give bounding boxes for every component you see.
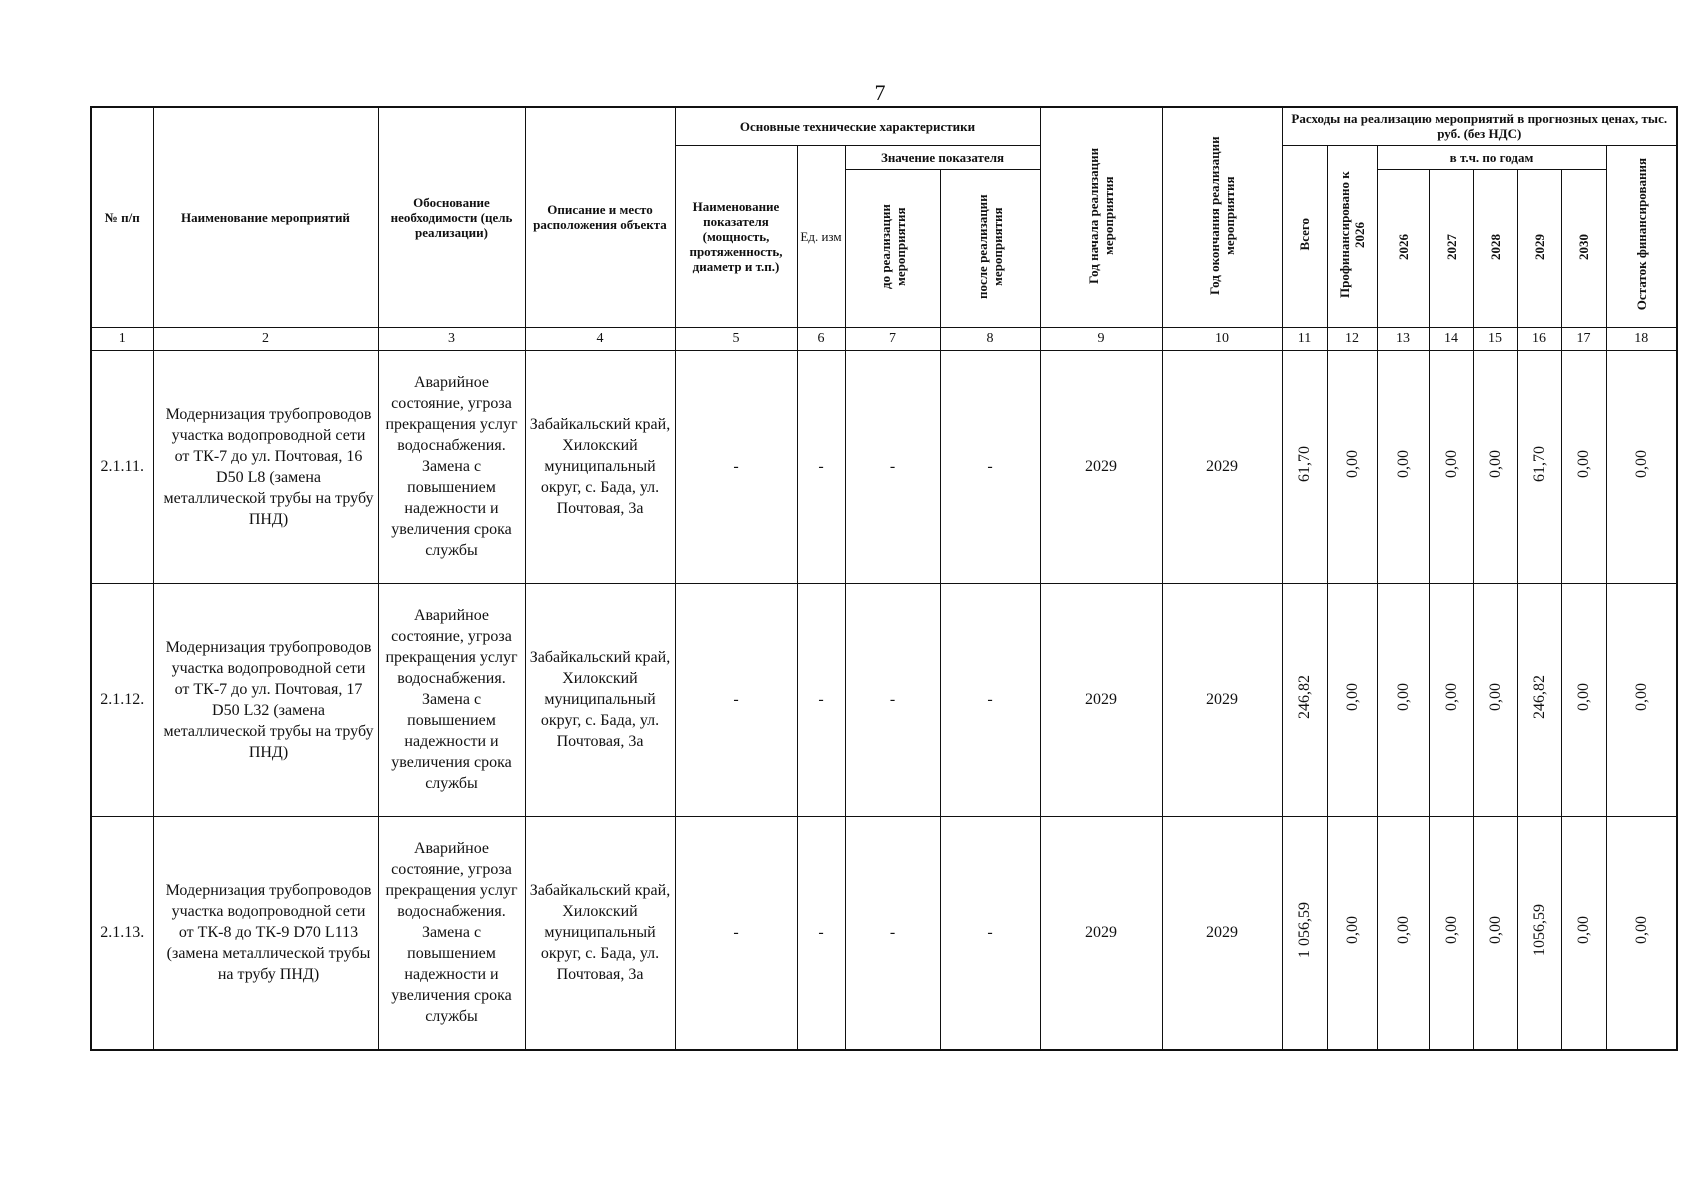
cell-description: Забайкальский край, Хилокский муниципальный округ, с. Бада, ул. Почтовая, 3а (525, 583, 675, 816)
column-number: 1 (91, 327, 153, 350)
table-row (91, 816, 1677, 1050)
cell-name: Модернизация трубопроводов участка водопроводной сети от ТК-8 до ТК-9 D70 L113 (замена металлической трубы на трубу ПНД) (153, 816, 378, 1050)
column-number: 5 (675, 327, 797, 350)
cell-year-2030: 0,00 (1561, 816, 1606, 1050)
header-year-2028: 2028 (1473, 169, 1517, 327)
cell-year-2030: 0,00 (1561, 583, 1606, 816)
cell-prefinanced: 0,00 (1327, 350, 1377, 583)
header-prefinanced: Профинансировано к 2026 (1327, 145, 1377, 327)
cell-remainder: 0,00 (1606, 816, 1677, 1050)
header-year-end: Год окончания реализации мероприятия (1162, 107, 1282, 327)
cell-description: Забайкальский край, Хилокский муниципальный округ, с. Бада, ул. Почтовая, 3а (525, 816, 675, 1050)
cell-year-2026: 0,00 (1377, 583, 1429, 816)
column-number: 14 (1429, 327, 1473, 350)
cell-prefinanced: 0,00 (1327, 583, 1377, 816)
cell-year-end: 2029 (1162, 350, 1282, 583)
cell-prefinanced: 0,00 (1327, 816, 1377, 1050)
cell-year-start: 2029 (1040, 583, 1162, 816)
cell-year-2030: 0,00 (1561, 350, 1606, 583)
header-year-2027: 2027 (1429, 169, 1473, 327)
cell-description: Забайкальский край, Хилокский муниципальный округ, с. Бада, ул. Почтовая, 3а (525, 350, 675, 583)
cell-year-2029: 246,82 (1517, 583, 1561, 816)
cell-year-end: 2029 (1162, 583, 1282, 816)
cell-year-2028: 0,00 (1473, 816, 1517, 1050)
header-year-2029: 2029 (1517, 169, 1561, 327)
table-body (91, 350, 1677, 1050)
cell-after: - (940, 816, 1040, 1050)
cell-year-2028: 0,00 (1473, 583, 1517, 816)
cell-num: 2.1.12. (91, 583, 153, 816)
cell-indicator-name: - (675, 816, 797, 1050)
header-costs-group: Расходы на реализацию мероприятий в прогнозных ценах, тыс. руб. (без НДС) (1282, 107, 1677, 145)
header-before: до реализации мероприятия (845, 169, 940, 327)
cell-year-2029: 1056,59 (1517, 816, 1561, 1050)
header-num: № п/п (91, 107, 153, 327)
header-justification: Обоснование необходимости (цель реализации) (378, 107, 525, 327)
header-year-2026: 2026 (1377, 169, 1429, 327)
header-total: Всего (1282, 145, 1327, 327)
header-tech-group: Основные технические характеристики (675, 107, 1040, 145)
cell-before: - (845, 816, 940, 1050)
header-remainder: Остаток финансирования (1606, 145, 1677, 327)
cell-total: 1 056,59 (1282, 816, 1327, 1050)
cell-justification: Аварийное состояние, угроза прекращения услуг водоснабжения. Замена с повышением надежности и увеличения срока службы (378, 816, 525, 1050)
header-name: Наименование мероприятий (153, 107, 378, 327)
cell-year-2027: 0,00 (1429, 350, 1473, 583)
column-number: 4 (525, 327, 675, 350)
column-number: 18 (1606, 327, 1677, 350)
column-number: 13 (1377, 327, 1429, 350)
cell-year-start: 2029 (1040, 350, 1162, 583)
header-year-2030: 2030 (1561, 169, 1606, 327)
cell-name: Модернизация трубопроводов участка водопроводной сети от ТК-7 до ул. Почтовая, 16 D50 L8 (замена металлической трубы на трубу ПНД) (153, 350, 378, 583)
cell-year-2028: 0,00 (1473, 350, 1517, 583)
cell-total: 246,82 (1282, 583, 1327, 816)
cell-num: 2.1.11. (91, 350, 153, 583)
cell-year-2027: 0,00 (1429, 583, 1473, 816)
cell-year-end: 2029 (1162, 816, 1282, 1050)
column-number: 8 (940, 327, 1040, 350)
cell-remainder: 0,00 (1606, 583, 1677, 816)
column-number: 15 (1473, 327, 1517, 350)
column-number: 10 (1162, 327, 1282, 350)
cell-justification: Аварийное состояние, угроза прекращения услуг водоснабжения. Замена с повышением надежности и увеличения срока службы (378, 350, 525, 583)
column-number: 16 (1517, 327, 1561, 350)
cell-unit: - (797, 816, 845, 1050)
cell-justification: Аварийное состояние, угроза прекращения услуг водоснабжения. Замена с повышением надежности и увеличения срока службы (378, 583, 525, 816)
cell-indicator-name: - (675, 583, 797, 816)
cell-year-start: 2029 (1040, 816, 1162, 1050)
cell-year-2029: 61,70 (1517, 350, 1561, 583)
column-number: 17 (1561, 327, 1606, 350)
column-number: 7 (845, 327, 940, 350)
column-number: 3 (378, 327, 525, 350)
header-after: после реализации мероприятия (940, 169, 1040, 327)
cell-name: Модернизация трубопроводов участка водопроводной сети от ТК-7 до ул. Почтовая, 17 D50 L32 (замена металлической трубы на трубу ПНД) (153, 583, 378, 816)
cell-before: - (845, 350, 940, 583)
column-number: 9 (1040, 327, 1162, 350)
header-description: Описание и место расположения объекта (525, 107, 675, 327)
cell-indicator-name: - (675, 350, 797, 583)
column-number: 2 (153, 327, 378, 350)
page-number: 7 (874, 80, 886, 105)
cell-after: - (940, 350, 1040, 583)
cell-unit: - (797, 583, 845, 816)
investment-measures-table (90, 106, 1678, 1051)
header-indicator-value-group: Значение показателя (845, 145, 1040, 169)
cell-year-2026: 0,00 (1377, 816, 1429, 1050)
cell-year-2026: 0,00 (1377, 350, 1429, 583)
column-number: 12 (1327, 327, 1377, 350)
cell-after: - (940, 583, 1040, 816)
column-number: 11 (1282, 327, 1327, 350)
cell-unit: - (797, 350, 845, 583)
table-row (91, 350, 1677, 583)
header-year-start: Год начала реализации мероприятия (1040, 107, 1162, 327)
column-number: 6 (797, 327, 845, 350)
cell-year-2027: 0,00 (1429, 816, 1473, 1050)
column-numbers-row (91, 327, 1677, 350)
header-by-years-group: в т.ч. по годам (1377, 145, 1606, 169)
table-row (91, 583, 1677, 816)
cell-num: 2.1.13. (91, 816, 153, 1050)
header-unit: Ед. изм (797, 145, 845, 327)
cell-total: 61,70 (1282, 350, 1327, 583)
cell-remainder: 0,00 (1606, 350, 1677, 583)
cell-before: - (845, 583, 940, 816)
header-indicator-name: Наименование показателя (мощность, протяженность, диаметр и т.п.) (675, 145, 797, 327)
